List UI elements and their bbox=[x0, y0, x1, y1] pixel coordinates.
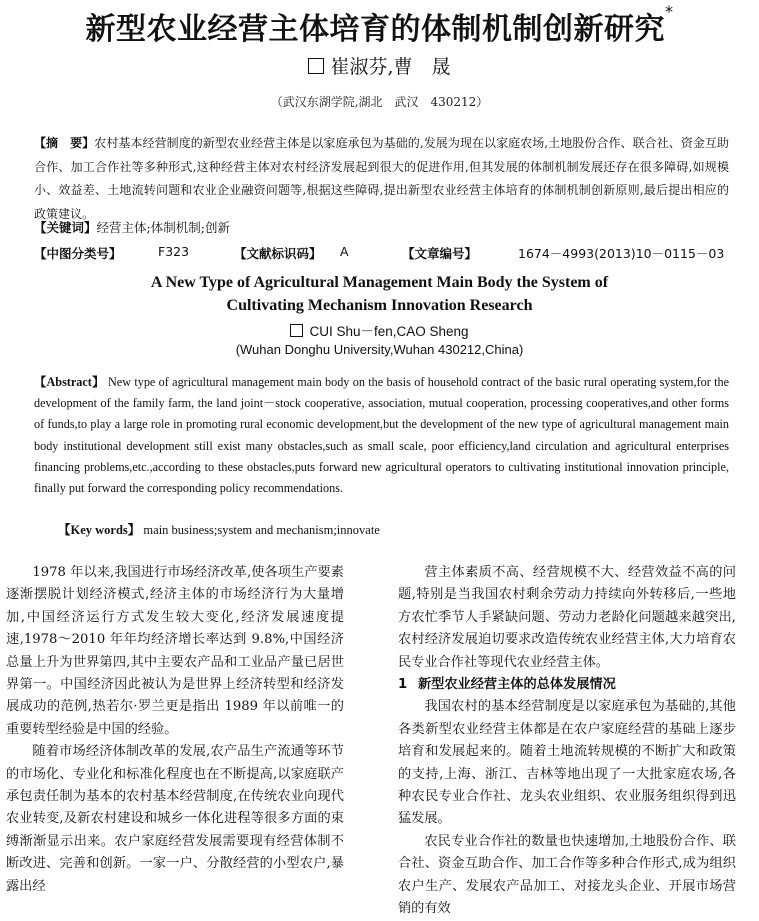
paragraph: 随着市场经济体制改革的发展,农产品生产流通等环节的市场化、专业化和标准化程度也在不断提高,以家庭联产承包责任制为基本的农村基本经营制度,在传统农业向现代农业转变,及新农村建设和城乡一体化进程等很多方面的束缚渐渐显示出来。农户家庭经营发展需要现有经营体制不断改进、完善和创新。一家一户、分散经营的小型农户,暴露出经 bbox=[6, 744, 344, 894]
paragraph: 我国农村的基本经营制度是以家庭承包为基础的,其他各类新型农业经营主体都是在农户家庭经营的基础上逐步培育和发展起来的。随着土地流转规模的不断扩大和政策的支持,上海、浙江、吉林等地出现了一大批家庭农场,各种农民专业合作社、龙头农业组织、农业服务组织得到迅猛发展。 bbox=[398, 699, 736, 827]
affiliation-en: (Wuhan Donghu University,Wuhan 430212,China) bbox=[235, 342, 524, 357]
section-heading bbox=[398, 674, 736, 696]
keywords-cn-text: 经营主体;体制机制;创新 bbox=[96, 220, 230, 235]
article-no-value: 1674－4993(2013)10－0115－03 bbox=[518, 246, 725, 261]
paragraph: 1978 年以来,我国进行市场经济改革,使各项生产要素逐渐摆脱计划经济模式,经济主体的市场经济行为大量增加,中国经济运行方式发生较大变化,经济发展速度提速,1978～2010 年年均经济增长率达到 9.8%,中国经济总量上升为世界第四,其中主要农产品和工业品产量已居世界第一。中国经济因此被认为是世界上经济转型和经济发展成功的范例,热若尔·罗兰更是指出 1989 年以前唯一的重要转型经验是中国的经验。 bbox=[6, 565, 344, 737]
title-en-line2: Cultivating Mechanism Innovation Research bbox=[226, 297, 533, 314]
box-marker-icon bbox=[290, 324, 303, 337]
doc-code-label: 【文献标识码】 bbox=[234, 246, 322, 261]
article-no-label: 【文章编号】 bbox=[402, 246, 478, 261]
title-footnote-mark: * bbox=[665, 2, 674, 21]
authors-text: 崔淑芬,曹 晟 bbox=[330, 56, 451, 78]
abstract-cn bbox=[34, 132, 729, 226]
keywords-en bbox=[58, 520, 738, 538]
keywords-en-tag: 【Key words】 bbox=[58, 523, 141, 537]
abstract-cn-text: 农村基本经营制度的新型农业经营主体是以家庭承包为基础的,发展为现在以家庭农场,土地股份合作、联合社、资金互助合作、加工合作社等多种形式,这种经营主体对农村经济发展起到很大的促进作用,但其发展的体制机制发展还存在很多障碍,如规模小、效益差、土地流转问题和农业企业融资问题等,根据这些障碍,提出新型农业经营主体培育的体制机制创新原则,最后提出相应的政策建议。 bbox=[34, 136, 729, 221]
clc-value: F323 bbox=[158, 244, 190, 259]
abstract-en-text: New type of agricultural management main body on the basis of household contract of the basic rural operating system,for the development of the family farm, the land joint－stock cooperative, association, mutual cooperation, processing cooperatives,and other forms of funds,to play a large role in promoting rural economic development,but the development of the new type of agricultural management main body institutional development still exist many obstacles,such as small scale, poor efficiency,land circulation and agricultural enterprises financing problems,etc.,according to these obstacles,puts forward new agricultural operators to cultivating institutional innovation principle, finally put forward the corresponding policy recommendations. bbox=[34, 375, 729, 496]
title-en-line1: A New Type of Agricultural Management Main Body the System of bbox=[150, 274, 609, 291]
paper-title bbox=[0, 4, 759, 48]
section-number: 1 bbox=[398, 677, 408, 693]
authors-en bbox=[0, 320, 759, 340]
keywords-cn-tag: 【关键词】 bbox=[34, 220, 97, 235]
section-title: 新型农业经营主体的总体发展情况 bbox=[418, 677, 616, 693]
keywords-en-text: main business;system and mechanism;innovate bbox=[140, 523, 380, 537]
clc-label: 【中图分类号】 bbox=[34, 246, 122, 261]
title-text: 新型农业经营主体培育的体制机制创新研究 bbox=[85, 12, 665, 47]
authors bbox=[0, 52, 759, 79]
body-right-column bbox=[398, 562, 736, 921]
affiliation: （武汉东湖学院,湖北 武汉 430212） bbox=[270, 95, 489, 109]
body-left-column bbox=[6, 562, 344, 898]
paragraph: 农民专业合作社的数量也快速增加,土地股份合作、联合社、资金互助合作、加工合作等多种合作形式,成为组织农户生产、发展农产品加工、对接龙头企业、开展市场营销的有效 bbox=[398, 833, 736, 917]
abstract-cn-tag: 【摘 要】 bbox=[34, 136, 95, 150]
doc-code-value: A bbox=[340, 244, 349, 259]
keywords-cn bbox=[34, 218, 729, 236]
paragraph: 营主体素质不高、经营规模不大、经营效益不高的问题,特别是当我国农村剩余劳动力持续向外转移后,一些地方农忙季节人手紧缺问题、劳动力老龄化问题越来越突出,农村经济发展迫切要求改造传统农业经营主体,大力培育农民专业合作社等现代农业经营主体。 bbox=[398, 565, 736, 670]
abstract-en bbox=[34, 372, 729, 499]
box-marker-icon bbox=[308, 58, 324, 74]
authors-en-text: CUI Shu－fen,CAO Sheng bbox=[309, 324, 469, 339]
abstract-en-tag: 【Abstract】 bbox=[34, 375, 105, 389]
